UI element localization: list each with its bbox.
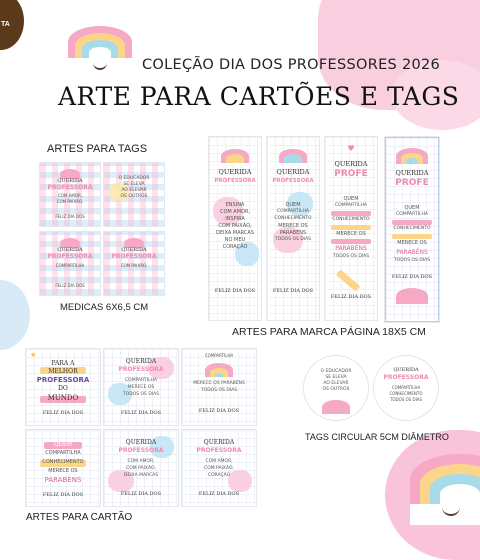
circular-tag-1: O EDUCADOR SE ELEVA AO ELEVAR OS OUTROS — [304, 356, 368, 420]
card-3: COMPARTILHA MERECE OS PARABÉNS TODOS OS DIAS FELIZ DIA DOS — [182, 349, 256, 425]
section-label-circular: TAGS CIRCULAR 5CM DIÂMETRO — [305, 432, 449, 442]
section-label-tags-size: MEDICAS 6X6,5 CM — [60, 302, 149, 313]
main-title: ARTE PARA CARTÕES E TAGS — [58, 82, 460, 111]
section-label-cards: ARTES PARA CARTÃO — [26, 512, 133, 523]
card-1: ★ PARA A MELHOR PROFESSORA DO MUNDO FELIZ DIA DOS — [26, 349, 100, 425]
card-2: QUERIDA PROFESSORA COMPARTILHA MERECE OS TODOS OS DIAS FELIZ DIA DOS — [104, 349, 178, 425]
collection-title: COLEÇÃO DIA DOS PROFESSORES 2026 — [142, 57, 441, 73]
card-6: QUERIDA PROFESSORA COM AMOR, COM PAIXÃO, CORAÇÃO FELIZ DIA DOS — [182, 430, 256, 506]
rainbow-bottom — [410, 444, 480, 525]
pencil-icon — [336, 269, 360, 291]
card-5: QUERIDA PROFESSORA COM AMOR, COM PAIXÃO, DEIXA MARCAS FELIZ DIA DOS — [104, 430, 178, 506]
section-label-tags: ARTES PARA TAGS — [47, 143, 148, 155]
bookmark-1: QUERIDA PROFESSORA ENSINA COM AMOR, INSPIRA COM PAIXÃO, DEIXA MARCAS NO MEU CORAÇÃO FELIZ DIA DOS — [209, 137, 261, 320]
tag-card-2: O EDUCADOR SE ELEVA AO ELEVAR OS OUTROS — [104, 163, 164, 226]
tag-card-4: QUERIDA PROFESSORA COM PAIXÃO, — [104, 232, 164, 295]
tag-card-3: QUERIDA PROFESSORA COMPARTILHA FELIZ DIA DOS — [40, 232, 100, 295]
bookmark-3: ♥ QUERIDA PROFE QUEM COMPARTILHA CONHECIMENTO MERECE OS PARABÉNS TODOS OS DIAS FELIZ DIA DOS — [325, 137, 377, 320]
bookmark-2: QUERIDA PROFESSORA QUEM COMPARTILHA CONHECIMENTO MERECE OS PARABÉNS TODOS OS DIAS FELIZ DIA DOS — [267, 137, 319, 320]
circular-tag-2: QUERIDA PROFESSORA COMPARTILHA CONHECIMENTO TODOS OS DIAS — [374, 356, 438, 420]
rainbow-logo — [68, 26, 132, 70]
corner-badge-text: TA — [1, 21, 10, 28]
card-4: QUEM COMPARTILHA CONHECIMENTO MERECE OS PARABÉNS FELIZ DIA DOS — [26, 430, 100, 506]
tag-card-1: QUERIDA PROFESSORA COM AMOR, COM PAIXÃO, FELIZ DIA DOS — [40, 163, 100, 226]
section-label-bookmark: ARTES PARA MARCA PÁGINA 18X5 CM — [232, 326, 426, 338]
bookmark-4: QUERIDA PROFE QUEM COMPARTILHA CONHECIMENTO MERECE OS PARABÉNS TODOS OS DIAS FELIZ DIA DOS — [385, 137, 439, 322]
blue-blob — [0, 280, 30, 350]
